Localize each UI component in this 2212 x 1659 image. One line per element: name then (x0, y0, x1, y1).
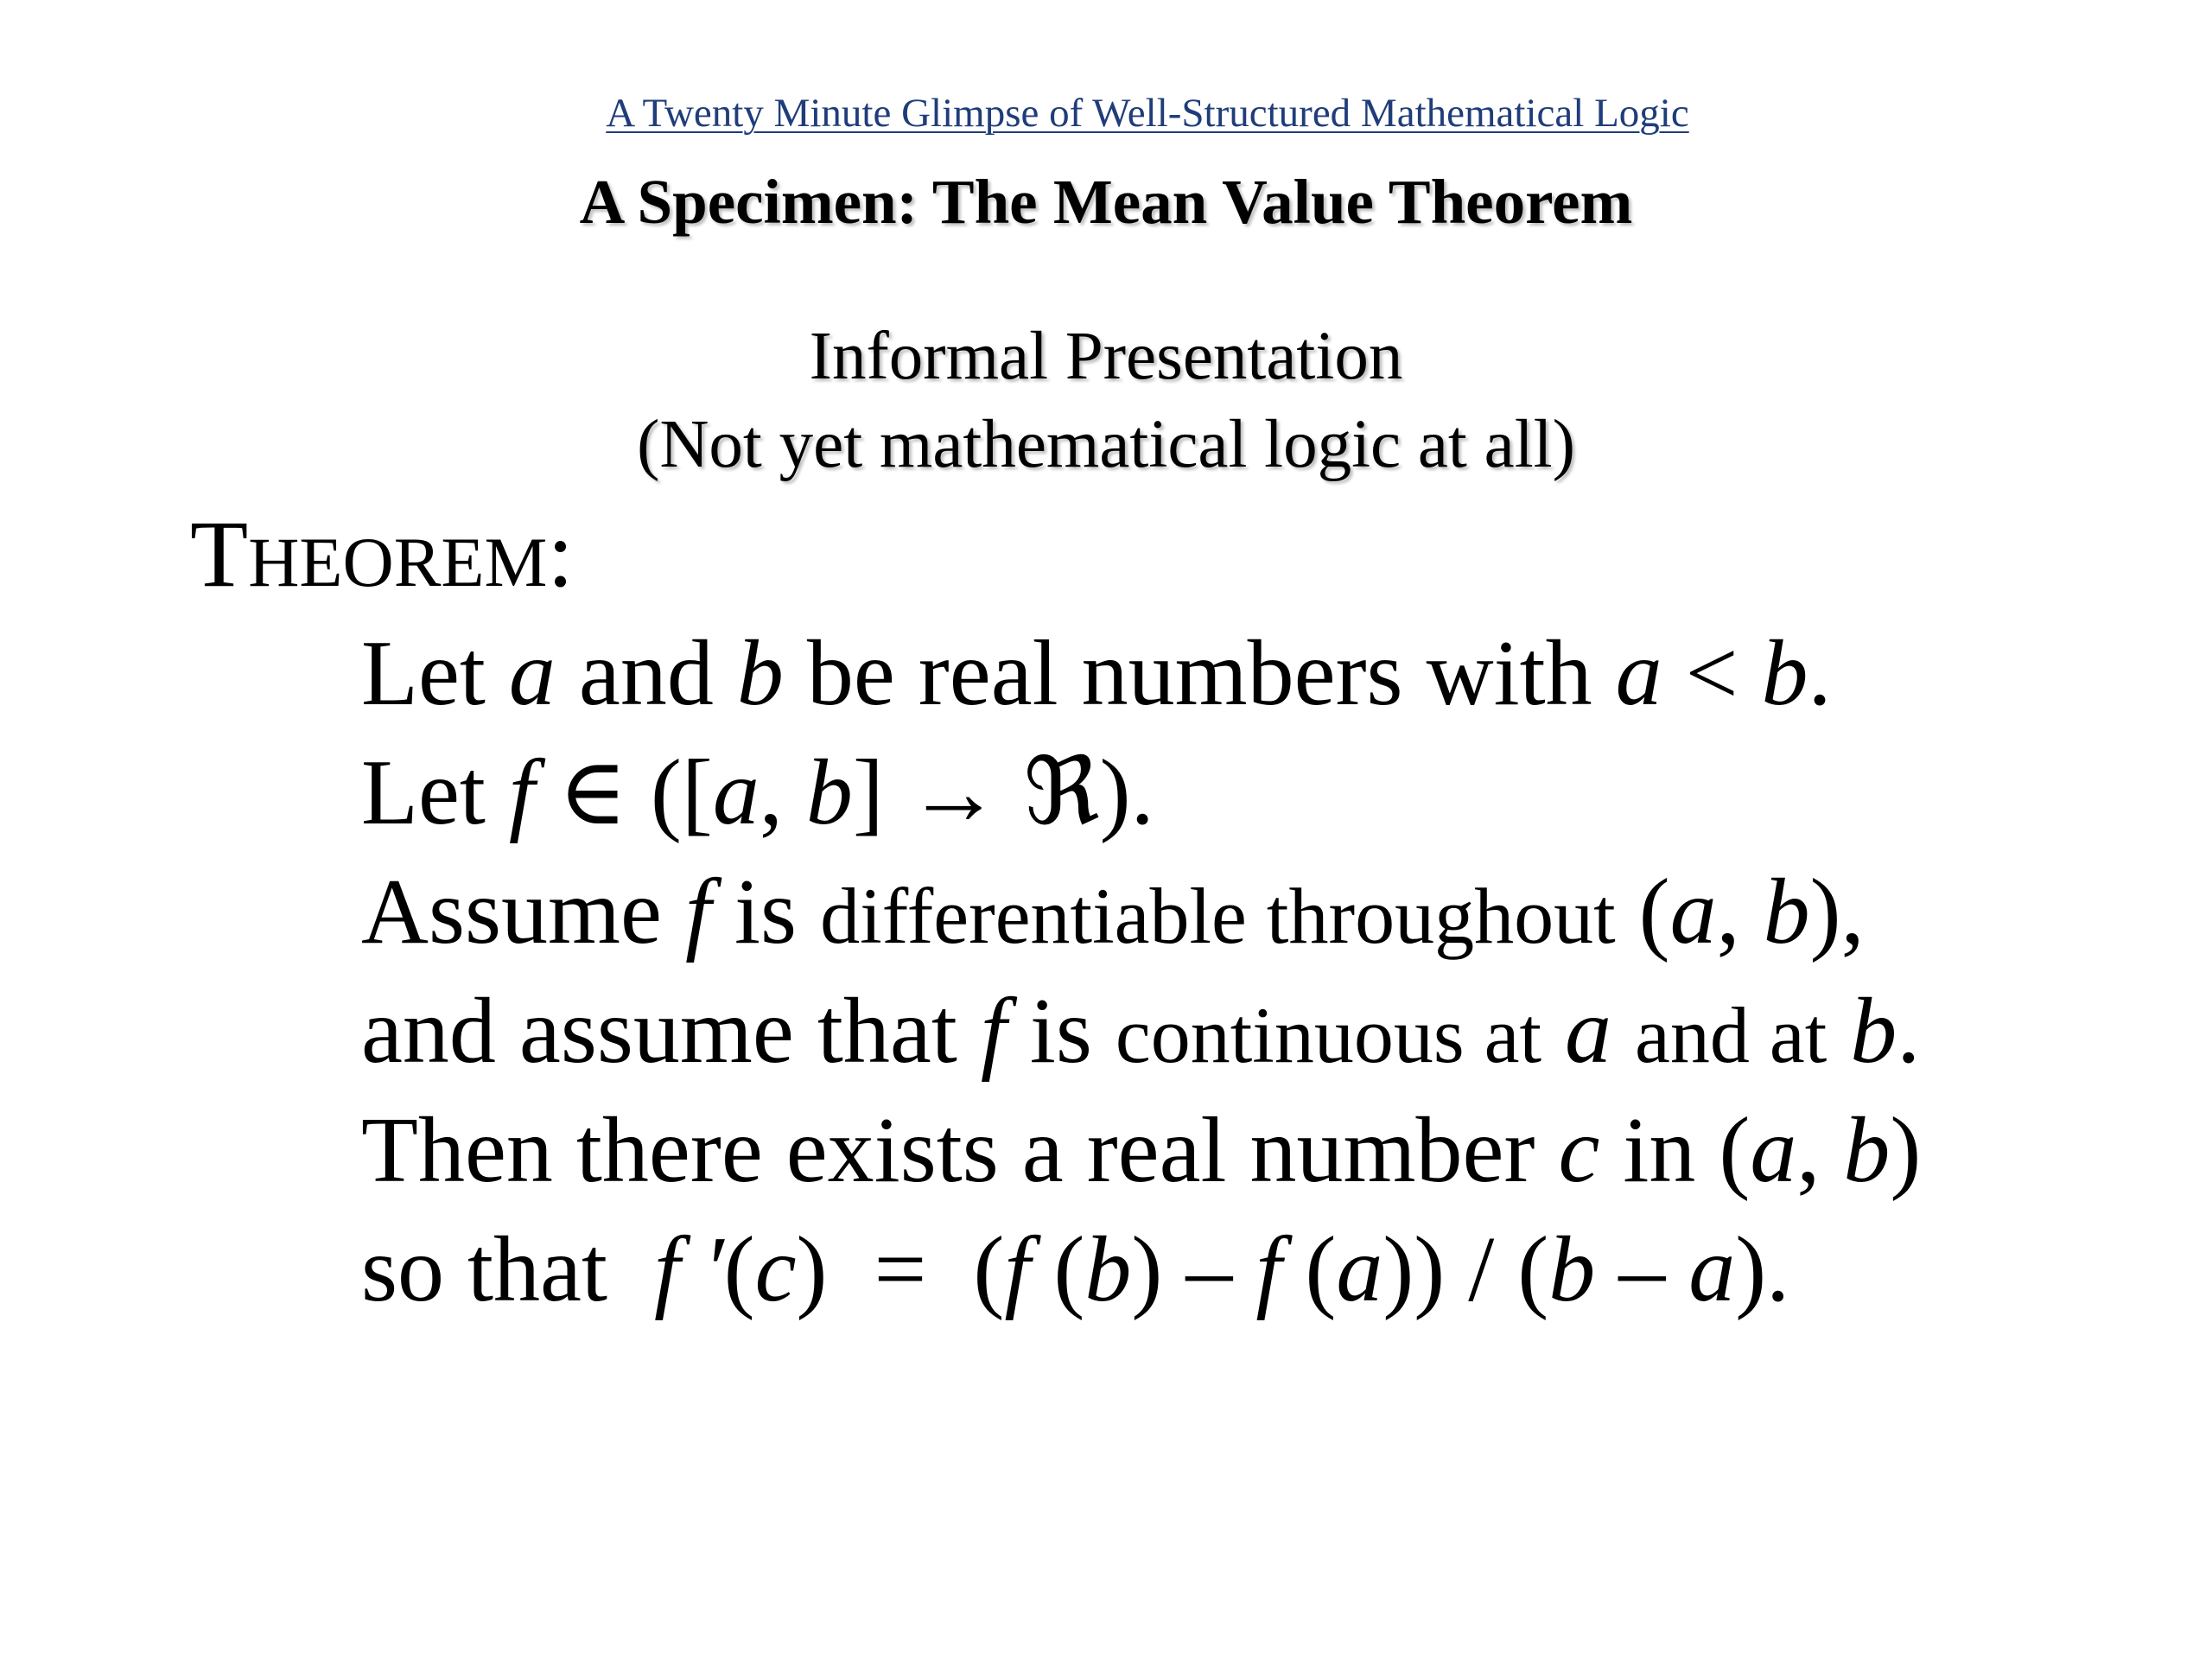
text-run: ), (1809, 861, 1865, 963)
text-run: ] → ℜ). (852, 741, 1154, 844)
theorem-label-smallcaps: HEOREM (248, 523, 548, 601)
theorem-line-5 (361, 1099, 1922, 1202)
text-run: ( (1030, 1218, 1085, 1321)
text-run: is (1006, 980, 1116, 1083)
text-run: Then there exists a real number (361, 1099, 1559, 1202)
text-run: in ( (1599, 1099, 1751, 1202)
text-run: Assume (361, 861, 685, 963)
text-run: , (759, 741, 806, 844)
variable-b: b (1850, 980, 1897, 1083)
variable-c: c (754, 1218, 797, 1321)
variable-f: f (1004, 1218, 1031, 1321)
variable-b: b (1763, 861, 1810, 963)
theorem-line-4 (361, 980, 1921, 1083)
text-run: and (555, 622, 737, 725)
variable-a: a (1669, 861, 1717, 963)
subheading-line-2: (Not yet mathematical logic at all) (637, 407, 1575, 482)
text-run: ( (1615, 861, 1670, 963)
variable-b: b (805, 741, 853, 844)
variable-a: a (1688, 1218, 1736, 1321)
variable-f: f (1255, 1218, 1282, 1321)
text-run-small: continuous at (1115, 991, 1542, 1079)
variable-a: a (712, 741, 760, 844)
text-run: is (711, 861, 821, 963)
text-run: ) – (1131, 1218, 1256, 1321)
text-run: ∈ ([ (534, 741, 713, 844)
text-run: ). (1735, 1218, 1790, 1321)
variable-f: f (508, 741, 535, 844)
text-run: , (1716, 861, 1764, 963)
variable-b: b (1084, 1218, 1132, 1321)
header-link[interactable]: A Twenty Minute Glimpse of Well-Structured Mathematical Logic (606, 91, 1689, 136)
theorem-line-1 (361, 622, 1832, 725)
variable-f-prime: f ′ (653, 1218, 724, 1321)
text-run: ( (723, 1218, 755, 1321)
variable-a: a (1565, 980, 1612, 1083)
text-run: . (1808, 622, 1832, 725)
text-run-small: differentiable throughout (820, 872, 1616, 960)
variable-b: b (1548, 1218, 1596, 1321)
variable-c: c (1558, 1099, 1600, 1202)
variable-a: a (1336, 1218, 1383, 1321)
text-run: – (1595, 1218, 1689, 1321)
text-run: . (1897, 980, 1921, 1083)
theorem-line-3 (361, 861, 1865, 963)
variable-a: a (1615, 622, 1662, 725)
theorem-label (190, 501, 574, 607)
variable-b: b (1843, 1099, 1891, 1202)
text-run: )) / ( (1382, 1218, 1549, 1321)
slide-title: A Specimen: The Mean Value Theorem (579, 167, 1633, 237)
text-run-small: and at (1635, 991, 1827, 1079)
text-run: Let (361, 622, 509, 725)
text-run: ( (1281, 1218, 1337, 1321)
theorem-line-2 (361, 741, 1154, 844)
text-run (1827, 980, 1850, 1083)
text-run: be real numbers with (783, 622, 1616, 725)
variable-a: a (1750, 1099, 1797, 1202)
text-run: , (1796, 1099, 1844, 1202)
subheading-line-1: Informal Presentation (809, 319, 1403, 394)
variable-f: f (980, 980, 1007, 1083)
text-run: ) = ( (796, 1218, 1005, 1321)
text-run: so that (361, 1218, 654, 1321)
text-run: ) (1890, 1099, 1922, 1202)
theorem-label-colon: : (547, 501, 574, 607)
text-run (1611, 980, 1635, 1083)
text-run: Let (361, 741, 509, 844)
text-run: < (1662, 622, 1762, 725)
variable-a: a (508, 622, 556, 725)
theorem-line-6 (361, 1218, 1790, 1321)
variable-b: b (1761, 622, 1808, 725)
theorem-label-initial: T (190, 501, 249, 607)
header-link-container (0, 90, 2212, 137)
text-run (1541, 980, 1565, 1083)
variable-f: f (685, 861, 712, 963)
variable-b: b (736, 622, 784, 725)
text-run: and assume that (361, 980, 981, 1083)
